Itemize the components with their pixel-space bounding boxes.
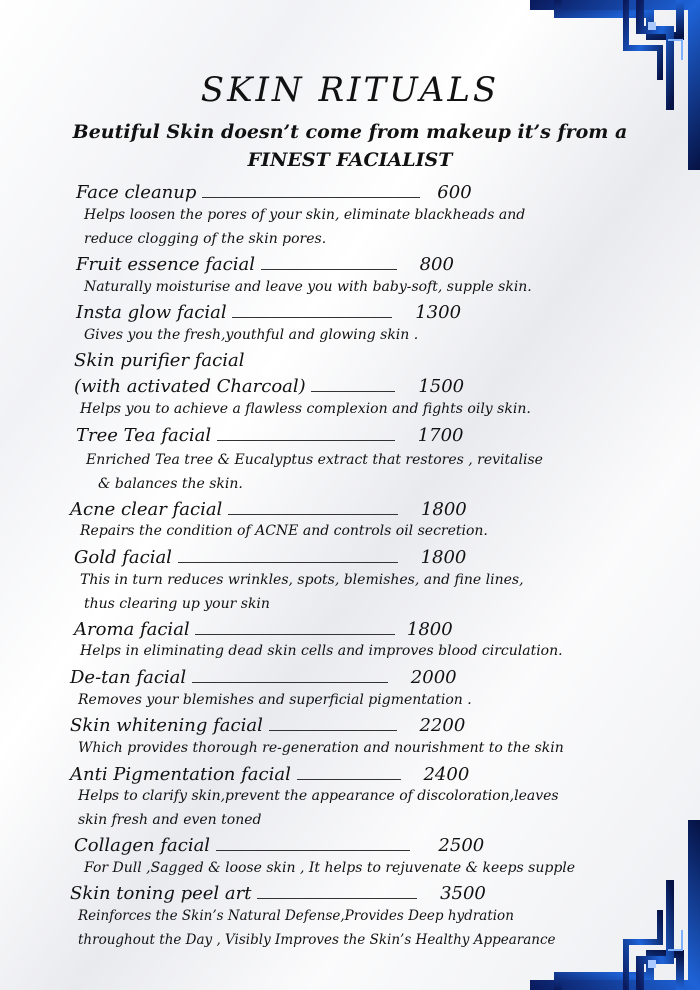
service-description	[80, 640, 563, 664]
service-name-line	[76, 302, 461, 323]
service-price: 2400	[423, 764, 470, 785]
service-name: Anti Pigmentation facial	[70, 764, 291, 785]
description-line: throughout the Day , Visibly Improves the Skin’s Healthy Appearance	[78, 931, 556, 948]
service-name-line	[70, 883, 486, 904]
service-description	[78, 737, 564, 761]
service-name-line	[70, 499, 467, 520]
description-line: skin fresh and even toned	[78, 811, 262, 828]
service-name: Fruit essence facial	[76, 254, 255, 275]
service-name-line	[74, 835, 484, 856]
service-description	[78, 785, 559, 832]
service-name-line	[70, 667, 457, 688]
leader-line	[232, 303, 392, 318]
description-line: reduce clogging of the skin pores.	[84, 230, 327, 247]
service-price: 1700	[417, 425, 464, 446]
service-price: 1800	[406, 619, 453, 640]
tagline-line-1: Beutiful Skin doesn’t come from makeup it’s from a	[72, 121, 628, 143]
service-price: 1800	[420, 499, 467, 520]
description-line: Helps in eliminating dead skin cells and improves blood circulation.	[80, 643, 563, 659]
service-price: 2200	[419, 715, 466, 736]
service-price: 1500	[418, 376, 465, 397]
service-description	[78, 689, 472, 713]
service-name: Skin whitening facial	[70, 715, 263, 736]
description-line: Helps to clarify skin,prevent the appearance of discoloration,leaves	[78, 788, 559, 804]
leader-line	[311, 377, 395, 392]
service-price: 1300	[415, 302, 462, 323]
service-name: Insta glow facial	[76, 302, 227, 323]
leader-line	[217, 426, 395, 441]
leader-line	[195, 620, 395, 635]
service-price: 2500	[438, 835, 485, 856]
description-line: Which provides thorough re-generation and nourishment to the skin	[78, 740, 564, 756]
service-description	[80, 569, 524, 616]
service-name-line	[76, 425, 464, 446]
service-description	[80, 398, 531, 422]
page-title: SKIN RITUALS	[200, 70, 500, 110]
description-line: For Dull ,Sagged & loose skin , It helps to rejuvenate & keeps supple	[84, 860, 576, 876]
leader-line	[269, 716, 397, 731]
service-name: Tree Tea facial	[76, 425, 212, 446]
service-name: Skin purifier facial	[74, 350, 245, 371]
service-description	[80, 520, 488, 544]
service-name-line	[74, 376, 464, 397]
service-price: 600	[437, 182, 472, 203]
description-line: Removes your blemishes and superficial pigmentation .	[78, 692, 472, 708]
description-line: This in turn reduces wrinkles, spots, blemishes, and fine lines,	[80, 572, 524, 588]
service-name-line	[74, 619, 453, 640]
service-name: Aroma facial	[74, 619, 190, 640]
service-description	[78, 905, 556, 952]
leader-line	[178, 548, 398, 563]
description-line: & balances the skin.	[98, 475, 243, 492]
leader-line	[257, 884, 417, 899]
leader-line	[216, 836, 410, 851]
service-name-line	[70, 715, 465, 736]
description-line: Naturally moisturise and leave you with baby-soft, supple skin.	[84, 279, 532, 295]
service-price: 800	[419, 254, 454, 275]
service-name-continued: (with activated Charcoal)	[74, 376, 306, 397]
description-line: thus clearing up your skin	[84, 595, 270, 612]
service-description	[86, 449, 543, 496]
leader-line	[192, 668, 388, 683]
service-name-line	[70, 764, 469, 785]
service-description	[84, 324, 418, 348]
service-description	[84, 857, 575, 881]
service-price: 1800	[420, 547, 467, 568]
leader-line	[202, 183, 420, 198]
service-name: Acne clear facial	[70, 499, 223, 520]
service-price: 2000	[410, 667, 457, 688]
tagline	[30, 118, 670, 174]
leader-line	[297, 765, 401, 780]
service-description	[84, 276, 532, 300]
service-name-line	[74, 547, 466, 568]
service-name: Collagen facial	[74, 835, 211, 856]
service-description	[84, 204, 525, 251]
description-line: Reinforces the Skin’s Natural Defense,Provides Deep hydration	[78, 908, 514, 924]
description-line: Enriched Tea tree & Eucalyptus extract that restores , revitalise	[86, 452, 543, 468]
service-name-line	[76, 254, 454, 275]
leader-line	[228, 500, 398, 515]
service-name: De-tan facial	[70, 667, 187, 688]
service-name: Gold facial	[74, 547, 172, 568]
description-line: Repairs the condition of ACNE and controls oil secretion.	[80, 523, 488, 539]
service-name: Face cleanup	[76, 182, 197, 203]
tagline-line-2: FINEST FACIALIST	[247, 149, 453, 171]
service-name: Skin toning peel art	[70, 883, 252, 904]
service-name-line	[76, 182, 472, 203]
description-line: Helps loosen the pores of your skin, eliminate blackheads and	[84, 207, 526, 223]
description-line: Gives you the fresh,youthful and glowing skin .	[84, 327, 419, 343]
description-line: Helps you to achieve a flawless complexion and fights oily skin.	[80, 401, 531, 417]
leader-line	[261, 255, 397, 270]
service-price: 3500	[440, 883, 486, 904]
service-name-line	[74, 350, 245, 371]
